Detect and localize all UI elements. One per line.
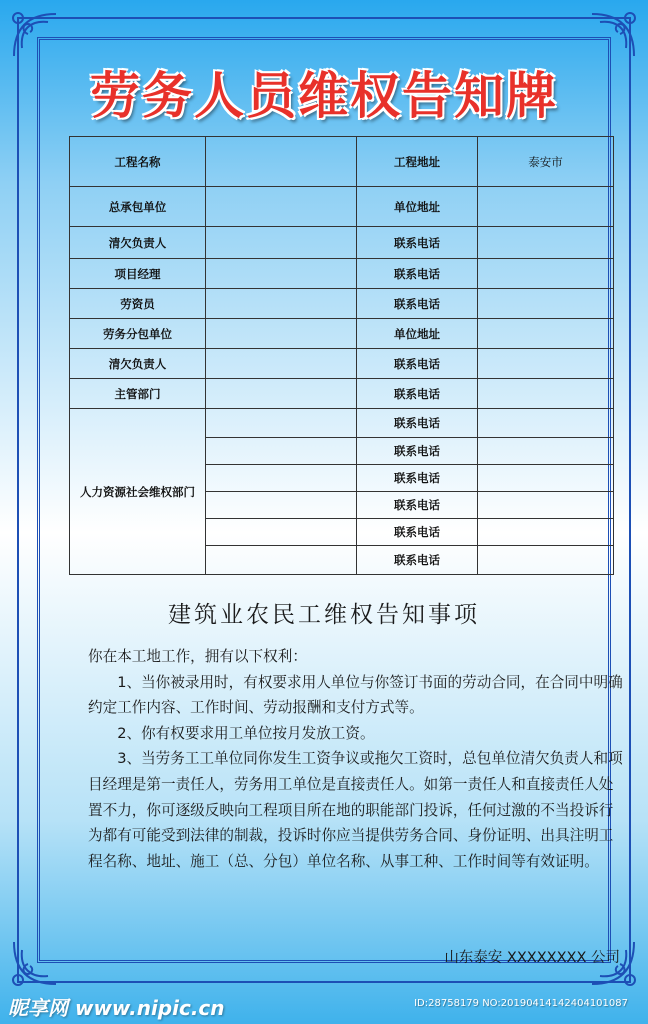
watermark-id: ID:28758179 NO:20190414142404101087	[414, 998, 628, 1009]
row-label: 清欠负责人	[70, 227, 206, 259]
notice-intro: 你在本工地工作，拥有以下权利：	[88, 648, 307, 665]
row-value	[206, 227, 357, 259]
row-value	[206, 289, 357, 319]
row-label-2: 联系电话	[357, 438, 478, 465]
row-value	[206, 546, 357, 575]
project-address-label: 工程地址	[357, 137, 478, 187]
row-value-2	[478, 259, 614, 289]
table-row	[70, 227, 614, 259]
row-value-2	[478, 409, 614, 438]
row-value	[206, 519, 357, 546]
row-value-2	[478, 319, 614, 349]
row-value	[206, 465, 357, 492]
row-label: 主管部门	[70, 379, 206, 409]
row-value-2	[478, 465, 614, 492]
row-label-2: 联系电话	[357, 546, 478, 575]
row-value	[206, 379, 357, 409]
row-label-2: 联系电话	[357, 409, 478, 438]
row-value	[206, 349, 357, 379]
corner-ornament-icon	[586, 8, 640, 62]
project-name-value	[206, 137, 357, 187]
notice-item: 1、当你被录用时，有权要求用人单位与你签订书面的劳动合同，在合同中明确约定工作内容、工作时间、劳动报酬和支付方式等。	[88, 673, 623, 717]
corner-ornament-icon	[8, 936, 62, 990]
notice-item: 2、你有权要求用工单位按月发放工资。	[117, 724, 375, 742]
row-value	[206, 319, 357, 349]
table-row	[70, 259, 614, 289]
table-row	[70, 137, 614, 187]
hr-dept-label: 人力资源社会维权部门	[70, 409, 206, 575]
row-value-2	[478, 438, 614, 465]
watermark-bar	[0, 990, 648, 1024]
table-row	[70, 379, 614, 409]
row-value-2	[478, 289, 614, 319]
row-label: 劳务分包单位	[70, 319, 206, 349]
row-value	[206, 438, 357, 465]
row-label: 清欠负责人	[70, 349, 206, 379]
notice-body	[88, 644, 626, 874]
row-label-2: 联系电话	[357, 349, 478, 379]
info-table	[69, 136, 614, 575]
project-address-value: 泰安市	[478, 137, 614, 187]
row-label-2: 联系电话	[357, 492, 478, 519]
row-value-2	[478, 492, 614, 519]
row-label: 总承包单位	[70, 187, 206, 227]
row-label-2: 联系电话	[357, 465, 478, 492]
project-name-label: 工程名称	[70, 137, 206, 187]
row-value	[206, 492, 357, 519]
watermark-logo: 昵享网 www.nipic.cn	[8, 996, 225, 1020]
row-value	[206, 259, 357, 289]
row-value-2	[478, 379, 614, 409]
notice-item: 3、当劳务工工单位同你发生工资争议或拖欠工资时，总包单位清欠负责人和项目经理是第一责任人，劳务用工单位是直接责任人。如第一责任人和直接责任人处置不力，你可逐级反映向工程项目所在地的职能部门投诉，任何过激的不当投诉行为都有可能受到法律的制裁，投诉时你应当提供劳务合同、身份证明、出具注明工程名称、地址、施工（总、分包）单位名称、从事工种、工作时间等有效证明。	[88, 750, 623, 870]
table-row	[70, 289, 614, 319]
table-row	[70, 187, 614, 227]
row-value-2	[478, 187, 614, 227]
table-row	[70, 319, 614, 349]
company-name: 山东泰安 XXXXXXXX 公司	[444, 950, 620, 966]
table-row	[70, 409, 614, 438]
row-label-2: 联系电话	[357, 227, 478, 259]
row-value-2	[478, 227, 614, 259]
row-value	[206, 409, 357, 438]
row-value	[206, 187, 357, 227]
row-value-2	[478, 519, 614, 546]
page-title: 劳务人员维权告知牌	[90, 67, 558, 125]
row-label-2: 联系电话	[357, 519, 478, 546]
notice-title: 建筑业农民工维权告知事项	[168, 602, 480, 628]
row-label-2: 联系电话	[357, 379, 478, 409]
corner-ornament-icon	[8, 8, 62, 62]
row-label-2: 单位地址	[357, 187, 478, 227]
row-value-2	[478, 349, 614, 379]
row-label-2: 联系电话	[357, 289, 478, 319]
row-value-2	[478, 546, 614, 575]
row-label-2: 单位地址	[357, 319, 478, 349]
table-row	[70, 349, 614, 379]
row-label-2: 联系电话	[357, 259, 478, 289]
row-label: 项目经理	[70, 259, 206, 289]
row-label: 劳资员	[70, 289, 206, 319]
